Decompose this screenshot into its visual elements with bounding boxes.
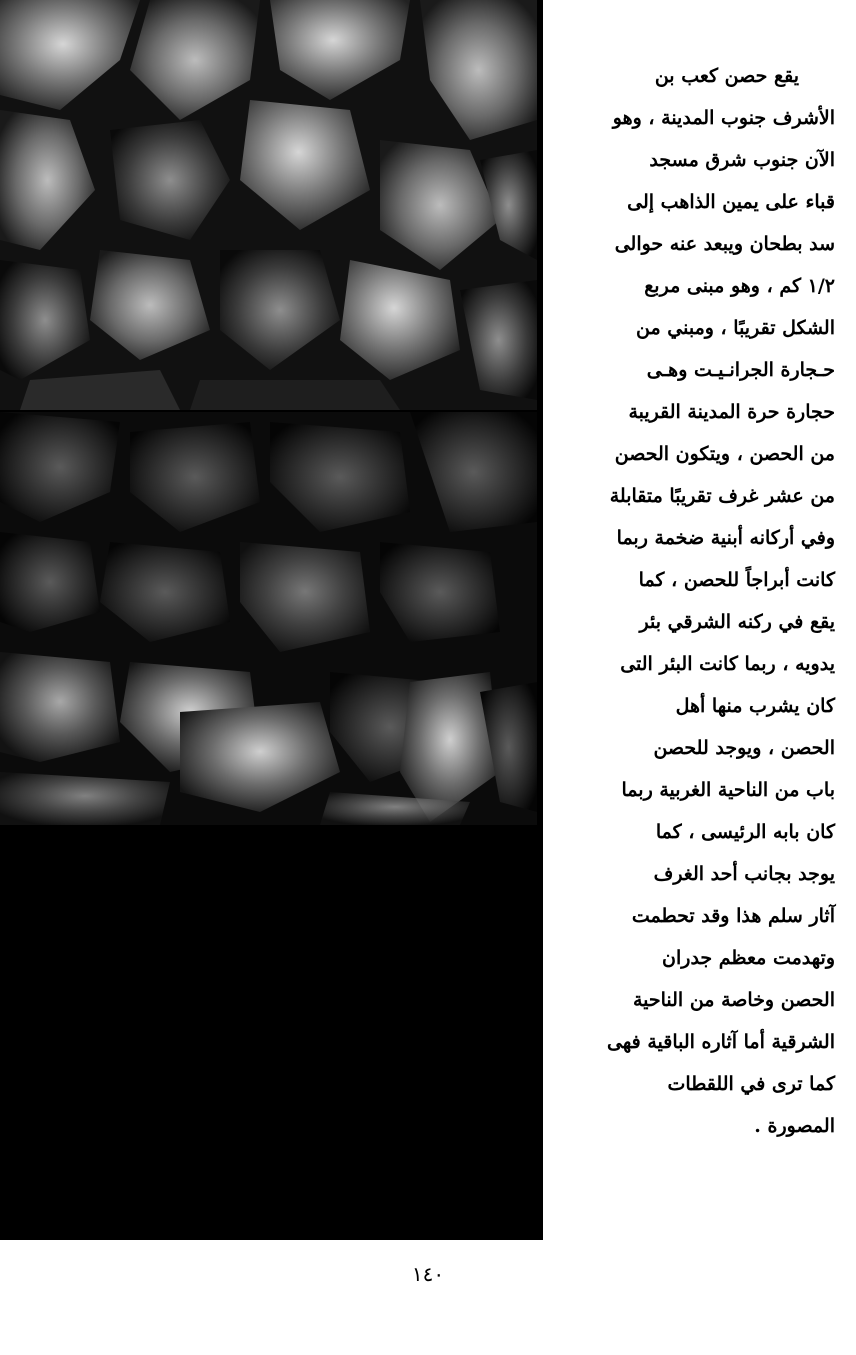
fort-ruins-photo-top <box>0 0 537 410</box>
text-line: الأشرف جنوب المدينة ، وهو <box>612 107 835 129</box>
text-line: حجارة حرة المدينة القريبة <box>628 401 835 423</box>
text-line: الشكل تقريبًا ، ومبني من <box>636 317 835 339</box>
text-line: قباء على يمين الذاهب إلى <box>627 191 835 213</box>
page-number: ١٤٠ <box>411 1262 445 1286</box>
text-line: وفي أركانه أبنية ضخمة ربما <box>616 527 835 549</box>
text-line: الحصن وخاصة من الناحية <box>632 989 835 1011</box>
text-line: الشرقية أما آثاره الباقية فهى <box>607 1031 835 1053</box>
text-line: يقع في ركنه الشرقي بئر <box>639 611 835 633</box>
text-line: يدويه ، ربما كانت البئر التى <box>620 653 835 675</box>
text-line: ١/٢ كم ، وهو مبنى مربع <box>644 275 835 297</box>
fort-ruins-photo-middle <box>0 412 537 825</box>
text-line: حـجارة الجرانـيـت وهـى <box>646 359 835 381</box>
text-line: من الحصن ، ويتكون الحصن <box>614 443 835 465</box>
text-line: كانت أبراجاً للحصن ، كما <box>638 569 835 591</box>
article-text <box>590 55 835 1147</box>
fort-ruins-photo-bottom <box>0 827 537 1240</box>
text-line: من عشر غرف تقريبًا متقابلة <box>609 485 835 507</box>
rock-wall-image <box>0 0 537 410</box>
text-line: باب من الناحية الغربية ربما <box>621 779 835 801</box>
text-line: يقع حصن كعب بن <box>654 65 799 87</box>
text-line: الآن جنوب شرق مسجد <box>649 149 835 171</box>
text-line: كان بابه الرئيسى ، كما <box>655 821 835 843</box>
text-line: كان يشرب منها أهل <box>675 695 835 717</box>
text-line: الحصن ، ويوجد للحصن <box>653 737 835 759</box>
text-line: يوجد بجانب أحد الغرف <box>653 863 835 885</box>
text-line: سد بطحان ويبعد عنه حوالى <box>614 233 835 255</box>
text-line: وتهدمت معظم جدران <box>662 947 835 969</box>
rock-rubble-image <box>0 412 537 825</box>
text-line: كما ترى في اللقطات <box>667 1073 835 1095</box>
text-line: المصورة . <box>754 1115 835 1137</box>
text-line: آثار سلم هذا وقد تحطمت <box>631 905 835 927</box>
